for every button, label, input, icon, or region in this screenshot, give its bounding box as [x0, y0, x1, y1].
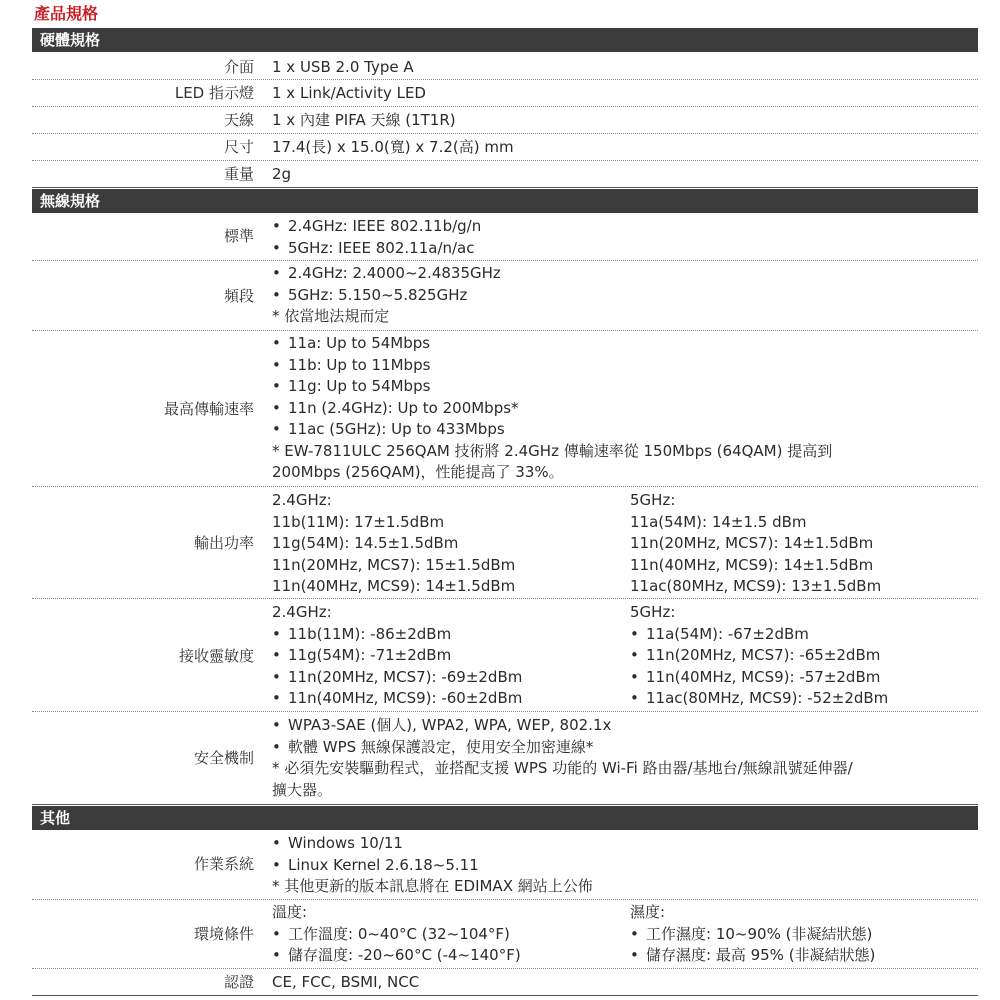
list-item: • 11ac (5GHz): Up to 433Mbps [272, 419, 972, 441]
spec-value [272, 216, 972, 259]
spec-row-standard [32, 213, 978, 261]
page-title: 產品規格 [34, 4, 99, 23]
spec-value: 17.4(長) x 15.0(寬) x 7.2(高) mm [272, 138, 514, 156]
spec-label: LED 指示燈 [174, 84, 254, 102]
list-item: 11n(40MHz, MCS9): 14±1.5dBm [630, 555, 874, 574]
spec-row-led [32, 80, 978, 107]
section-wireless-header: 無線規格 [32, 189, 978, 213]
footnote: 200Mbps (256QAM)，性能提高了 33%。 [272, 463, 564, 481]
list-item: 11b(11M): 17±1.5dBm [272, 512, 445, 531]
band-heading: 5GHz: [630, 491, 676, 509]
spec-label: 頻段 [223, 287, 254, 305]
spec-label: 安全機制 [193, 749, 254, 767]
list-item: • 工作溫度: 0~40°C (32~104°F) [272, 924, 622, 946]
spec-value-24ghz [272, 490, 622, 598]
list-item: • 2.4GHz: 2.4000~2.4835GHz [272, 263, 972, 285]
list-item: 11g(54M): 14.5±1.5dBm [272, 534, 459, 552]
spec-row-antenna [32, 107, 978, 134]
spec-value: 1 x USB 2.0 Type A [272, 58, 414, 76]
spec-row-max-speed [32, 331, 978, 487]
footnote: 擴大器。 [272, 780, 333, 799]
band-heading: 5GHz: [630, 603, 676, 621]
spec-row-environment [32, 900, 978, 969]
list-item: • 儲存濕度: 最高 95% (非凝結狀態) [630, 945, 975, 967]
list-item: • 11b(11M): -86±2dBm [272, 624, 622, 646]
spec-label: 標準 [223, 227, 254, 245]
section-other-header: 其他 [32, 806, 978, 830]
spec-row-os [32, 830, 978, 900]
section-hardware-header: 硬體規格 [32, 28, 978, 52]
list-item: 11n(40MHz, MCS9): 14±1.5dBm [272, 577, 516, 595]
spec-value: 1 x Link/Activity LED [272, 84, 426, 102]
spec-label: 作業系統 [193, 855, 254, 873]
list-item: • 11n(40MHz, MCS9): -60±2dBm [272, 688, 622, 710]
list-item: • 11n(20MHz, MCS7): -65±2dBm [630, 645, 975, 667]
spec-label: 最高傳輸速率 [163, 400, 254, 418]
list-item: • 11n(40MHz, MCS9): -57±2dBm [630, 667, 975, 689]
list-item: • WPA3-SAE (個人), WPA2, WPA, WEP, 802.1x [272, 715, 972, 737]
spec-label: 環境條件 [193, 925, 254, 943]
list-item: • 11n(20MHz, MCS7): -69±2dBm [272, 667, 622, 689]
spec-value: CE, FCC, BSMI, NCC [272, 973, 420, 991]
spec-row-security [32, 712, 978, 805]
spec-value [272, 715, 972, 801]
list-item: • 5GHz: IEEE 802.11a/n/ac [272, 238, 972, 260]
spec-label: 輸出功率 [193, 534, 254, 552]
list-item: • 11b: Up to 11Mbps [272, 355, 972, 377]
band-heading: 2.4GHz: [272, 491, 332, 509]
spec-value [272, 333, 972, 484]
spec-label: 天線 [223, 111, 254, 129]
spec-row-certification [32, 969, 978, 996]
spec-row-interface [32, 55, 978, 80]
spec-row-output-power [32, 487, 978, 599]
list-item: • 5GHz: 5.150~5.825GHz [272, 285, 972, 307]
list-item: • 儲存溫度: -20~60°C (-4~140°F) [272, 945, 622, 967]
list-item: • 11n (2.4GHz): Up to 200Mbps* [272, 398, 972, 420]
list-item: • 2.4GHz: IEEE 802.11b/g/n [272, 216, 972, 238]
spec-value [272, 263, 972, 328]
spec-label: 尺寸 [223, 138, 254, 156]
list-item: 11ac(80MHz, MCS9): 13±1.5dBm [630, 577, 882, 595]
spec-value-humidity [630, 902, 975, 967]
spec-value: 1 x 內建 PIFA 天線 (1T1R) [272, 111, 456, 129]
spec-value [272, 833, 972, 898]
spec-label: 接收靈敏度 [178, 647, 254, 665]
list-item: 11a(54M): 14±1.5 dBm [630, 512, 807, 531]
spec-row-band [32, 261, 978, 331]
list-item: • 11ac(80MHz, MCS9): -52±2dBm [630, 688, 975, 710]
spec-row-size [32, 134, 978, 161]
footnote: * 必須先安裝驅動程式，並搭配支援 WPS 功能的 Wi-Fi 路由器/基地台/無線訊號延伸器/ [272, 759, 853, 777]
spec-value-24ghz [272, 602, 622, 710]
spec-label: 認證 [223, 973, 254, 991]
group-heading: 濕度: [630, 903, 666, 921]
footnote: * 依當地法規而定 [272, 307, 390, 325]
group-heading: 溫度: [272, 903, 308, 921]
list-item: • Linux Kernel 2.6.18~5.11 [272, 855, 972, 877]
spec-row-sensitivity [32, 599, 978, 712]
list-item: • 11g: Up to 54Mbps [272, 376, 972, 398]
band-heading: 2.4GHz: [272, 603, 332, 621]
list-item: 11n(20MHz, MCS7): 15±1.5dBm [272, 555, 516, 574]
spec-value: 2g [272, 165, 292, 183]
spec-value-5ghz [630, 490, 975, 598]
spec-label: 重量 [223, 165, 254, 183]
list-item: • Windows 10/11 [272, 833, 972, 855]
list-item: • 軟體 WPS 無線保護設定，使用安全加密連線* [272, 737, 972, 759]
footnote: * 其他更新的版本訊息將在 EDIMAX 網站上公佈 [272, 877, 593, 895]
list-item: • 11g(54M): -71±2dBm [272, 645, 622, 667]
list-item: 11n(20MHz, MCS7): 14±1.5dBm [630, 534, 874, 552]
spec-value-temperature [272, 902, 622, 967]
footnote: * EW-7811ULC 256QAM 技術將 2.4GHz 傳輸速率從 150Mbps (64QAM) 提高到 [272, 441, 833, 460]
spec-row-weight [32, 161, 978, 188]
list-item: • 11a(54M): -67±2dBm [630, 624, 975, 646]
list-item: • 11a: Up to 54Mbps [272, 333, 972, 355]
spec-label: 介面 [223, 58, 254, 76]
spec-value-5ghz [630, 602, 975, 710]
list-item: • 工作濕度: 10~90% (非凝結狀態) [630, 924, 975, 946]
